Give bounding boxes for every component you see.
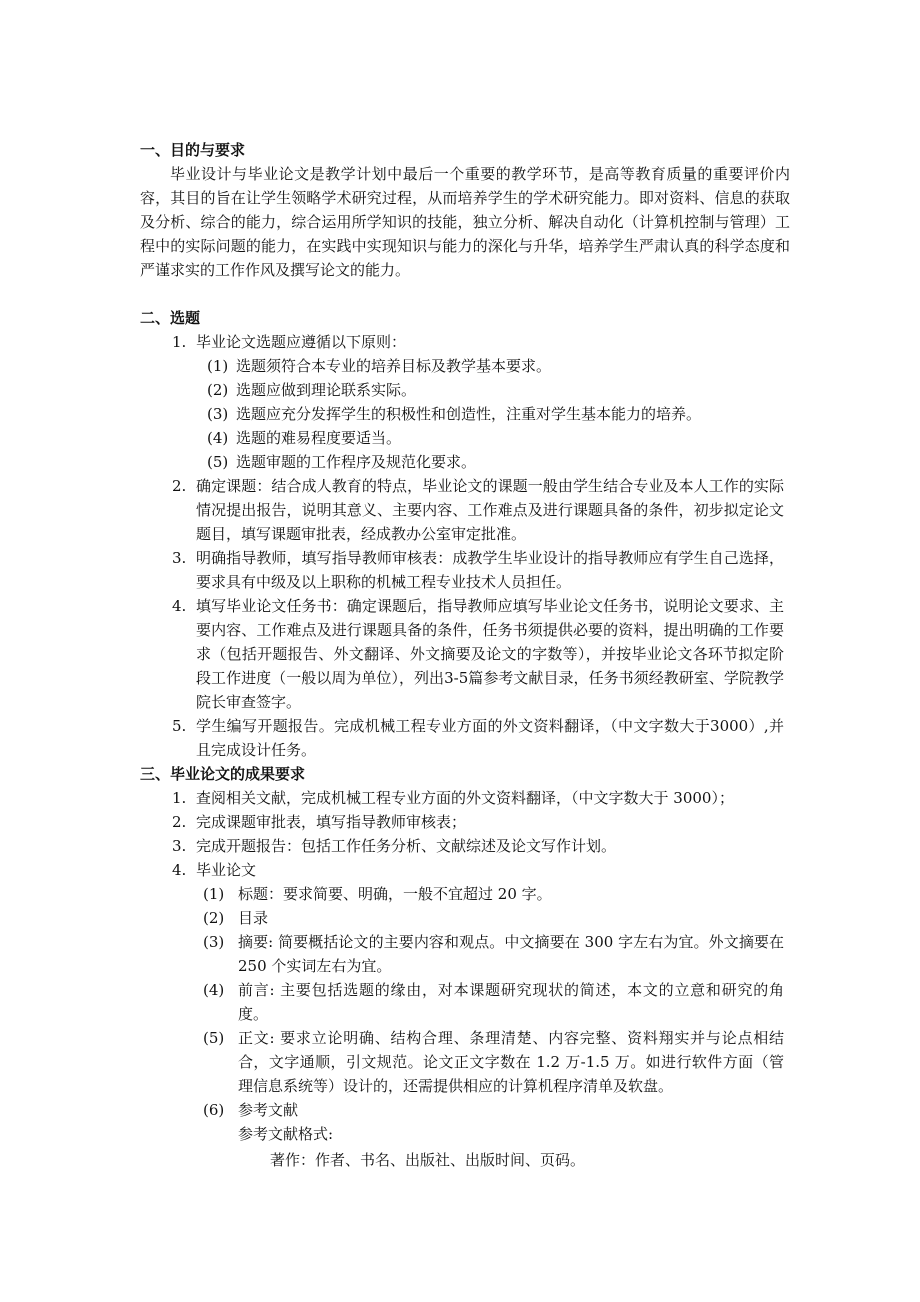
item-number: (1)	[207, 357, 229, 375]
item-text: 选题应做到理论联系实际。	[236, 381, 417, 399]
item-number: (4)	[203, 981, 225, 999]
item-number: 2.	[172, 477, 187, 495]
item-text: 填写毕业论文任务书：确定课题后，指导教师应填写毕业论文任务书，说明论文要求、主要内容、工作难点及进行课题具备的条件，任务书须提供必要的资料，提出明确的工作要求（包括开题报告、外文翻译、外文摘要及论文的字数等），并按毕业论文各环节拟定阶段工作进度（一般以周为单位），列出3-5篇参考文献目录，任务书须经教研室、学院教学院长审查签字。	[196, 597, 784, 711]
item-text: 学生编写开题报告。完成机械工程专业方面的外文资料翻译，（中文字数大于3000）,并且完成设计任务。	[196, 717, 784, 759]
item-number: (2)	[207, 381, 229, 399]
item-number: 3.	[172, 837, 187, 855]
item-text: 选题应充分发挥学生的积极性和创造性，注重对学生基本能力的培养。	[236, 405, 702, 423]
item-number: (6)	[203, 1101, 225, 1119]
item-text: 目录	[238, 909, 269, 927]
item-text: 选题审题的工作程序及规范化要求。	[236, 453, 477, 471]
item-number: (5)	[207, 453, 229, 471]
section-1-heading: 一、目的与要求	[140, 141, 246, 159]
section-2-heading: 二、选题	[140, 309, 201, 327]
item-number: (3)	[207, 405, 229, 423]
item-text: 查阅相关文献，完成机械工程专业方面的外文资料翻译，（中文字数大于 3000）；	[196, 789, 734, 807]
item-text: 毕业论文	[196, 861, 257, 879]
item-number: 4.	[172, 861, 187, 879]
item-text: 摘要: 简要概括论文的主要内容和观点。中文摘要在 300 字左右为宜。外文摘要在 250 个实词左右为宜。	[238, 933, 784, 975]
item-number: (5)	[203, 1029, 225, 1047]
item-number: (3)	[203, 933, 225, 951]
item-number: (4)	[207, 429, 229, 447]
item-text: 选题的难易程度要适当。	[236, 429, 402, 447]
reference-format-label: 参考文献格式:	[238, 1125, 334, 1143]
section-3-heading: 三、毕业论文的成果要求	[140, 765, 306, 783]
item-text: 参考文献	[238, 1101, 299, 1119]
section-1-paragraph: 毕业设计与毕业论文是教学计划中最后一个重要的教学环节，是高等教育质量的重要评价内容，其目的旨在让学生领略学术研究过程，从而培养学生的学术研究能力。即对资料、信息的获取及分析、综合的能力，综合运用所学知识的技能，独立分析、解决自动化（计算机控制与管理）工程中的实际问题的能力，在实践中实现知识与能力的深化与升华，培养学生严肃认真的科学态度和严谨求实的工作作风及撰写论文的能力。	[140, 165, 790, 279]
item-text: 选题须符合本专业的培养目标及教学基本要求。	[236, 357, 552, 375]
item-number: 4.	[172, 597, 187, 615]
item-number: (1)	[203, 885, 225, 903]
item-number: 3.	[172, 549, 187, 567]
reference-format-book: 著作：作者、书名、出版社、出版时间、页码。	[270, 1151, 586, 1169]
item-number: 5.	[172, 717, 187, 735]
item-number: 1.	[172, 789, 187, 807]
item-text: 正文: 要求立论明确、结构合理、条理清楚、内容完整、资料翔实并与论点相结合，文字通顺，引文规范。论文正文字数在 1.2 万-1.5 万。如进行软件方面（管理信息系统等）设计的，还需提供相应的计算机程序清单及软盘。	[238, 1029, 784, 1095]
item-text: 完成开题报告：包括工作任务分析、文献综述及论文写作计划。	[196, 837, 617, 855]
item-text: 标题：要求简要、明确，一般不宜超过 20 字。	[238, 885, 552, 903]
item-number: (2)	[203, 909, 225, 927]
item-text: 前言: 主要包括选题的缘由，对本课题研究现状的简述，本文的立意和研究的角度。	[238, 981, 784, 1023]
item-text: 完成课题审批表，填写指导教师审核表；	[196, 813, 467, 831]
item-text: 确定课题：结合成人教育的特点，毕业论文的课题一般由学生结合专业及本人工作的实际情况提出报告，说明其意义、主要内容、工作难点及进行课题具备的条件，初步拟定论文题目，填写课题审批表，经成教办公室审定批准。	[196, 477, 784, 543]
item-text: 明确指导教师，填写指导教师审核表：成教学生毕业设计的指导教师应有学生自己选择，要求具有中级及以上职称的机械工程专业技术人员担任。	[196, 549, 784, 591]
item-text: 毕业论文选题应遵循以下原则：	[196, 333, 407, 351]
item-number: 2.	[172, 813, 187, 831]
item-number: 1.	[172, 333, 187, 351]
